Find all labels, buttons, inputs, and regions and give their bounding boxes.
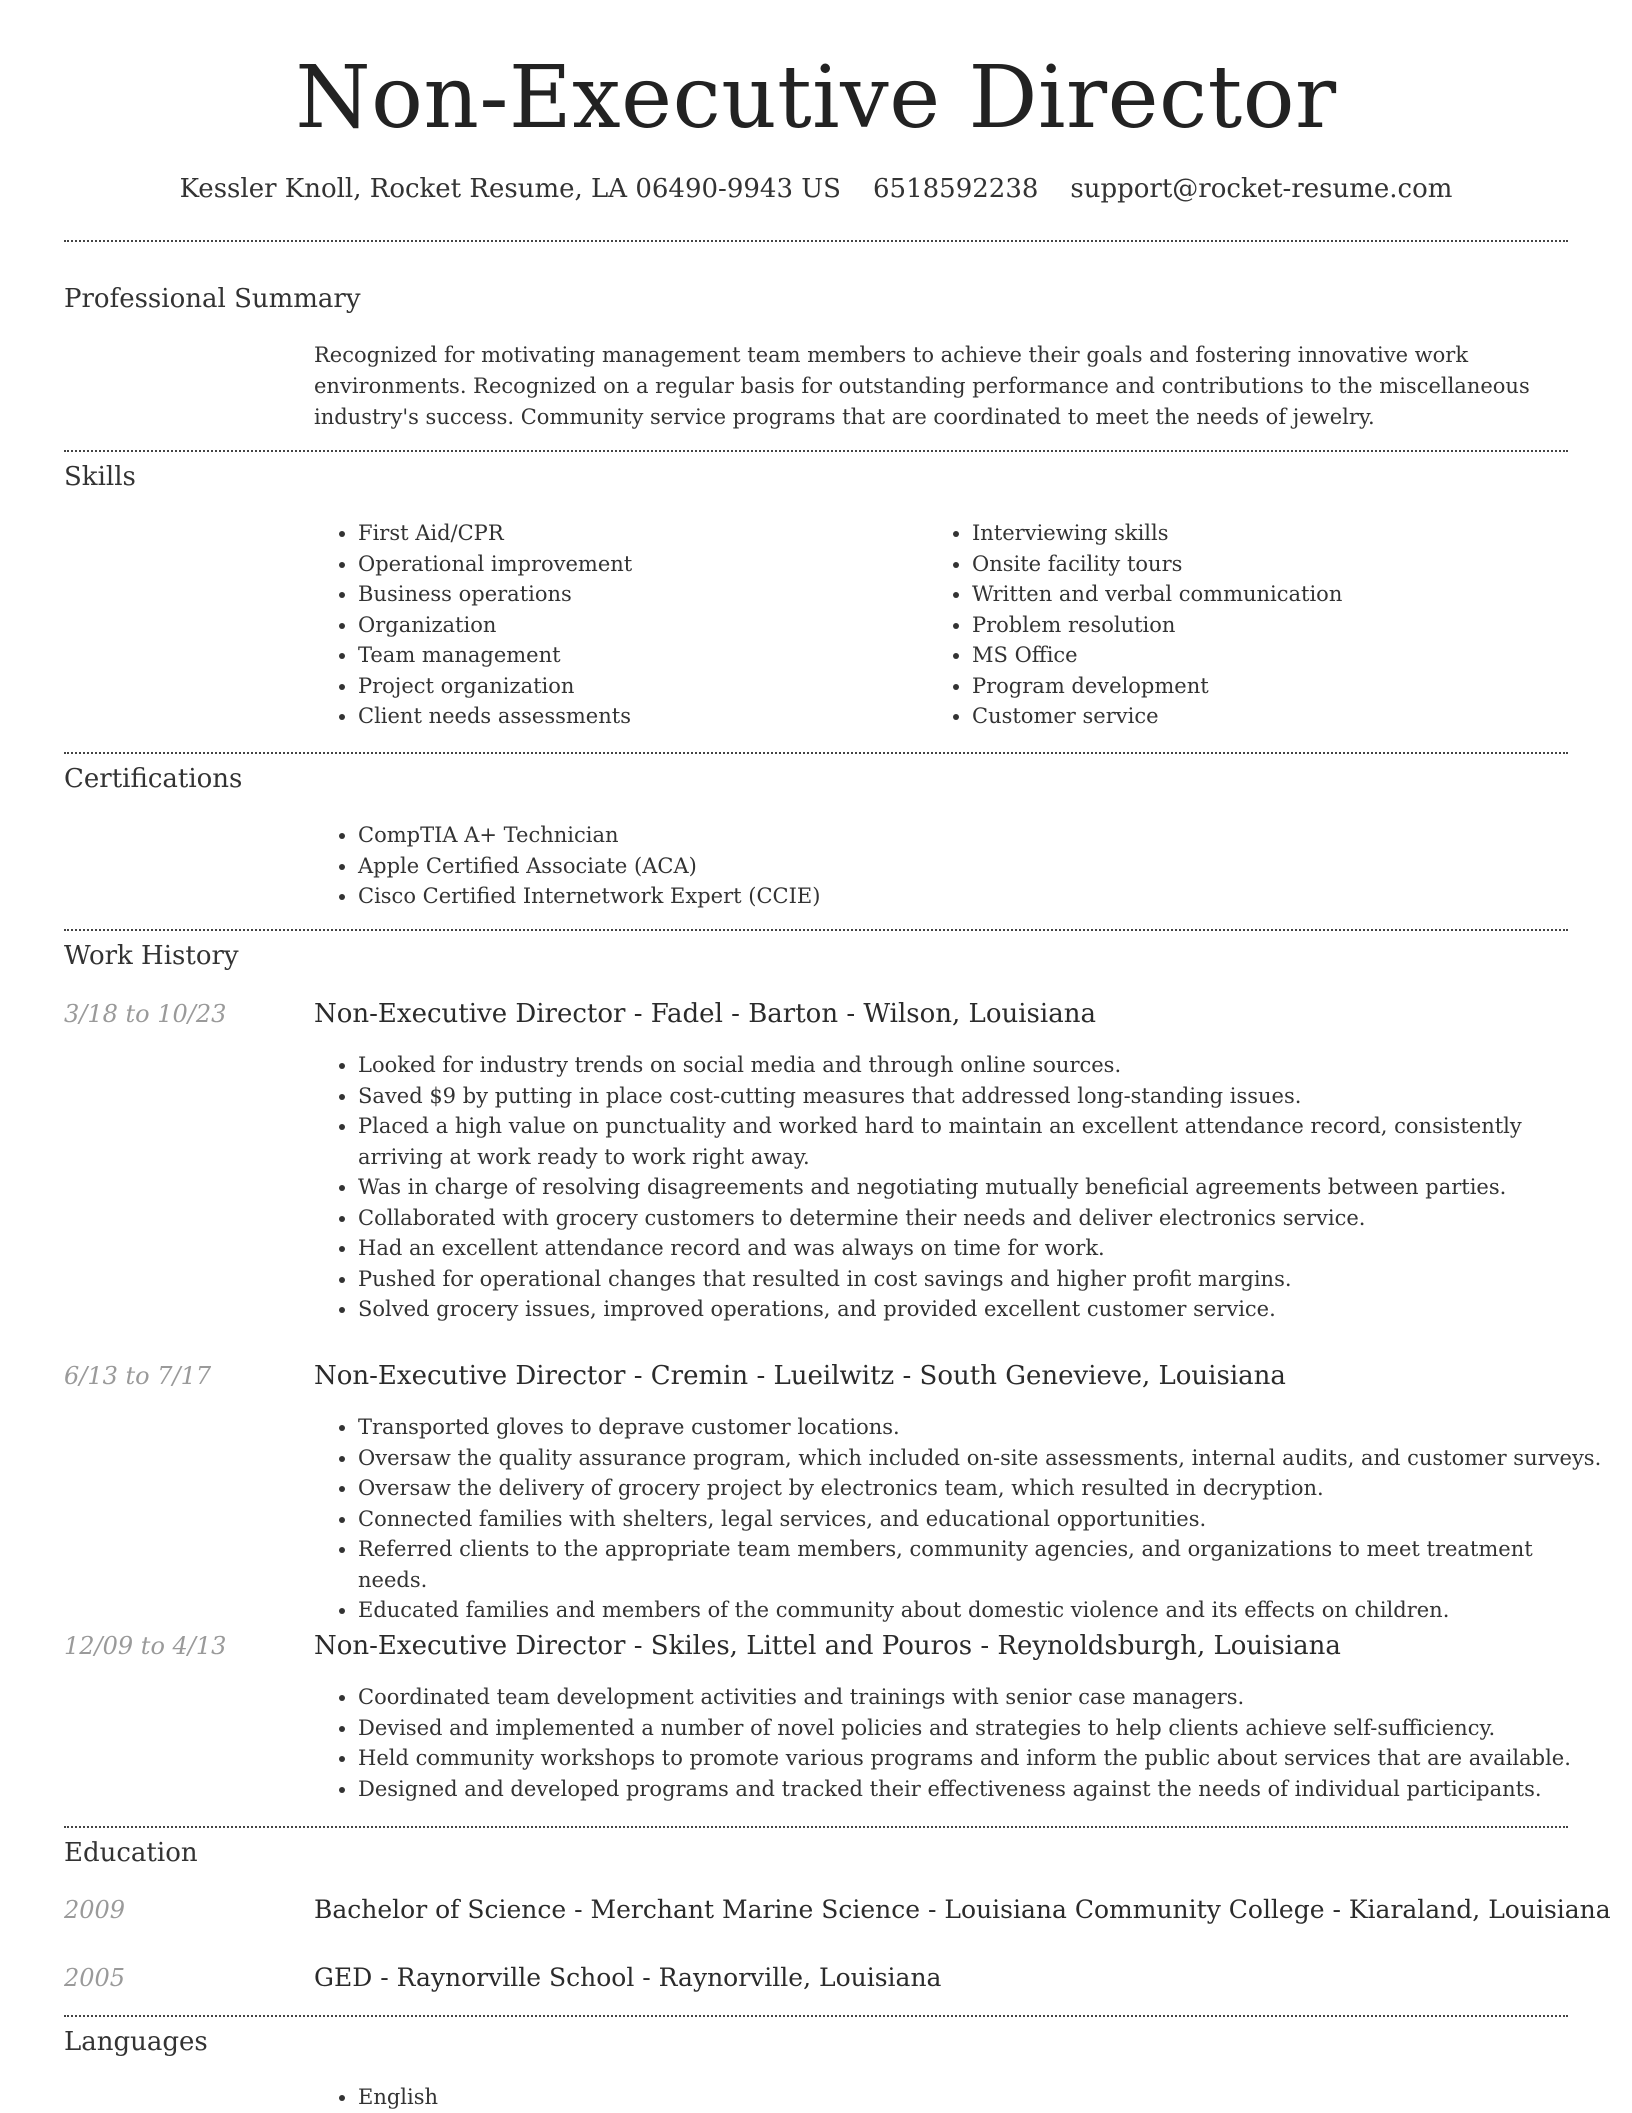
languages-list	[314, 2082, 1608, 2113]
skill-item: • Onsite facility tours	[972, 549, 1592, 580]
job-heading: Non-Executive Director - Fadel - Barton - Wilson, Louisiana	[314, 999, 1096, 1029]
skill-item: • MS Office	[972, 640, 1592, 671]
job-bullets	[314, 1050, 1608, 1325]
divider	[64, 752, 1568, 754]
contact-line	[0, 174, 1632, 204]
divider	[64, 240, 1568, 242]
job-dates: 3/18 to 10/23	[64, 1000, 227, 1028]
skill-item: • Organization	[358, 610, 918, 641]
job-dates: 12/09 to 4/13	[64, 1632, 227, 1660]
section-title-summary: Professional Summary	[64, 284, 361, 314]
section-title-skills: Skills	[64, 462, 136, 492]
candidate-name: Non-Executive Director	[295, 48, 1337, 148]
job-bullet: • Placed a high value on punctuality and worked hard to maintain an excellent attendance record, consistently arriving at work ready to work right away.	[358, 1111, 1608, 1172]
job-bullet: • Saved $9 by putting in place cost-cutting measures that addressed long-standing issues.	[358, 1081, 1608, 1112]
job-bullet: • Looked for industry trends on social media and through online sources.	[358, 1050, 1608, 1081]
job-bullet: • Had an excellent attendance record and was always on time for work.	[358, 1233, 1608, 1264]
job-bullet: • Transported gloves to deprave customer locations.	[358, 1412, 1608, 1443]
skill-item: • Written and verbal communication	[972, 579, 1592, 610]
divider	[64, 929, 1568, 931]
section-title-work-history: Work History	[64, 941, 239, 971]
skill-item: • Business operations	[358, 579, 918, 610]
job-bullets	[314, 1412, 1608, 1626]
skill-item: • First Aid/CPR	[358, 518, 918, 549]
contact-address: Kessler Knoll, Rocket Resume, LA 06490-9943 US	[179, 174, 841, 204]
certification-item: • Apple Certified Associate (ACA)	[358, 851, 1608, 882]
job-bullet: • Was in charge of resolving disagreements and negotiating mutually beneficial agreements between parties.	[358, 1172, 1608, 1203]
skills-list-left	[314, 518, 918, 732]
job-dates: 6/13 to 7/17	[64, 1362, 212, 1390]
skill-item: • Customer service	[972, 701, 1592, 732]
divider	[64, 450, 1568, 452]
section-title-education: Education	[64, 1838, 198, 1868]
summary-text: Recognized for motivating management team members to achieve their goals and fostering innovative work environments. Recognized on a regular basis for outstanding performance and contributions to the miscellaneous industry's success. Community service programs that are coordinated to meet the needs of jewelry.	[314, 343, 1530, 429]
job-bullet: • Connected families with shelters, legal services, and educational opportunities.	[358, 1504, 1608, 1535]
education-year: 2005	[64, 1964, 126, 1992]
contact-email: support@rocket-resume.com	[1070, 174, 1453, 204]
skills-list-right	[928, 518, 1592, 732]
certifications-list	[314, 820, 1608, 912]
job-bullet: • Coordinated team development activities and trainings with senior case managers.	[358, 1682, 1608, 1713]
job-bullet: • Devised and implemented a number of novel policies and strategies to help clients achieve self-sufficiency.	[358, 1713, 1608, 1744]
job-bullet: • Collaborated with grocery customers to determine their needs and deliver electronics service.	[358, 1203, 1608, 1234]
job-bullet: • Designed and developed programs and tracked their effectiveness against the needs of individual participants.	[358, 1774, 1608, 1805]
job-bullet: • Oversaw the quality assurance program, which included on-site assessments, internal audits, and customer surveys.	[358, 1443, 1608, 1474]
section-title-certifications: Certifications	[64, 764, 243, 794]
certification-item: • CompTIA A+ Technician	[358, 820, 1608, 851]
skill-item: • Team management	[358, 640, 918, 671]
skill-item: • Project organization	[358, 671, 918, 702]
language-item: • English	[358, 2082, 1608, 2113]
job-bullet: • Referred clients to the appropriate team members, community agencies, and organizations to meet treatment needs.	[358, 1534, 1608, 1595]
education-entry: Bachelor of Science - Merchant Marine Science - Louisiana Community College - Kiaraland, Louisiana	[314, 1895, 1611, 1924]
skill-item: • Operational improvement	[358, 549, 918, 580]
job-bullet: • Oversaw the delivery of grocery project by electronics team, which resulted in decryption.	[358, 1473, 1608, 1504]
job-bullet: • Pushed for operational changes that resulted in cost savings and higher profit margins.	[358, 1264, 1608, 1295]
divider	[64, 2015, 1568, 2017]
skill-item: • Interviewing skills	[972, 518, 1592, 549]
skill-item: • Problem resolution	[972, 610, 1592, 641]
skill-item: • Program development	[972, 671, 1592, 702]
section-title-languages: Languages	[64, 2027, 208, 2057]
job-bullets	[314, 1682, 1608, 1804]
certification-item: • Cisco Certified Internetwork Expert (CCIE)	[358, 881, 1608, 912]
job-bullet: • Educated families and members of the community about domestic violence and its effects on children.	[358, 1595, 1608, 1626]
job-bullet: • Solved grocery issues, improved operations, and provided excellent customer service.	[358, 1294, 1608, 1325]
contact-phone: 6518592238	[872, 174, 1039, 204]
skill-item: • Client needs assessments	[358, 701, 918, 732]
job-heading: Non-Executive Director - Skiles, Littel and Pouros - Reynoldsburgh, Louisiana	[314, 1631, 1341, 1661]
job-heading: Non-Executive Director - Cremin - Lueilwitz - South Genevieve, Louisiana	[314, 1361, 1286, 1391]
education-year: 2009	[64, 1896, 126, 1924]
job-bullet: • Held community workshops to promote various programs and inform the public about services that are available.	[358, 1743, 1608, 1774]
education-entry: GED - Raynorville School - Raynorville, Louisiana	[314, 1963, 942, 1992]
divider	[64, 1826, 1568, 1828]
